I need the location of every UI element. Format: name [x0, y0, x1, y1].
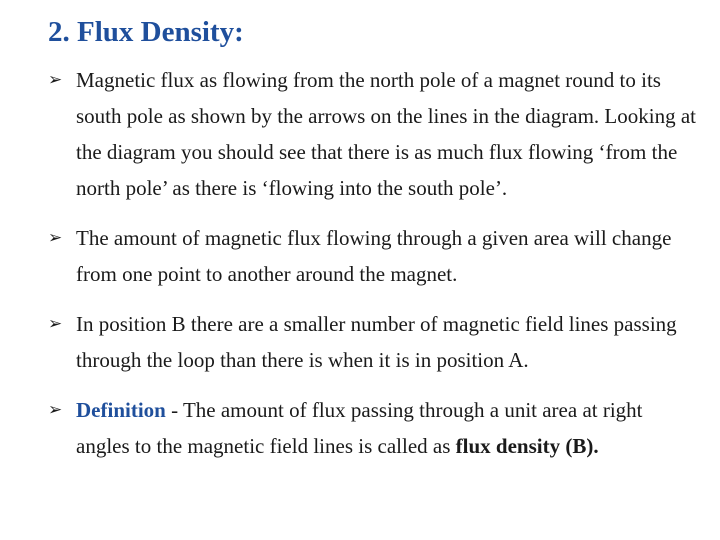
arrow-bullet-icon: ➢	[48, 314, 63, 334]
arrow-bullet-icon: ➢	[48, 228, 63, 248]
definition-text: - The amount of flux passing through a unit area at right angles to the magnetic field lines is called as	[76, 398, 643, 458]
bullet-list	[48, 62, 698, 478]
list-item	[48, 220, 698, 292]
definition-emphasis: flux density (B).	[455, 434, 599, 458]
bullet-text: In position B there are a smaller number of magnetic field lines passing through the loop than there is when it is in position A.	[76, 312, 677, 372]
definition-item	[48, 392, 698, 464]
list-item	[48, 306, 698, 378]
bullet-text: Magnetic flux as flowing from the north pole of a magnet round to its south pole as shown by the arrows on the lines in the diagram. Looking at the diagram you should see that there is as much flux flowing ‘from the north pole’ as there is ‘flowing into the south pole’.	[76, 68, 696, 200]
page-title: 2. Flux Density:	[48, 16, 244, 48]
arrow-bullet-icon: ➢	[48, 400, 63, 420]
arrow-bullet-icon: ➢	[48, 70, 63, 90]
definition-term: Definition	[76, 398, 166, 422]
list-item	[48, 62, 698, 206]
bullet-text: The amount of magnetic flux flowing through a given area will change from one point to another around the magnet.	[76, 226, 672, 286]
